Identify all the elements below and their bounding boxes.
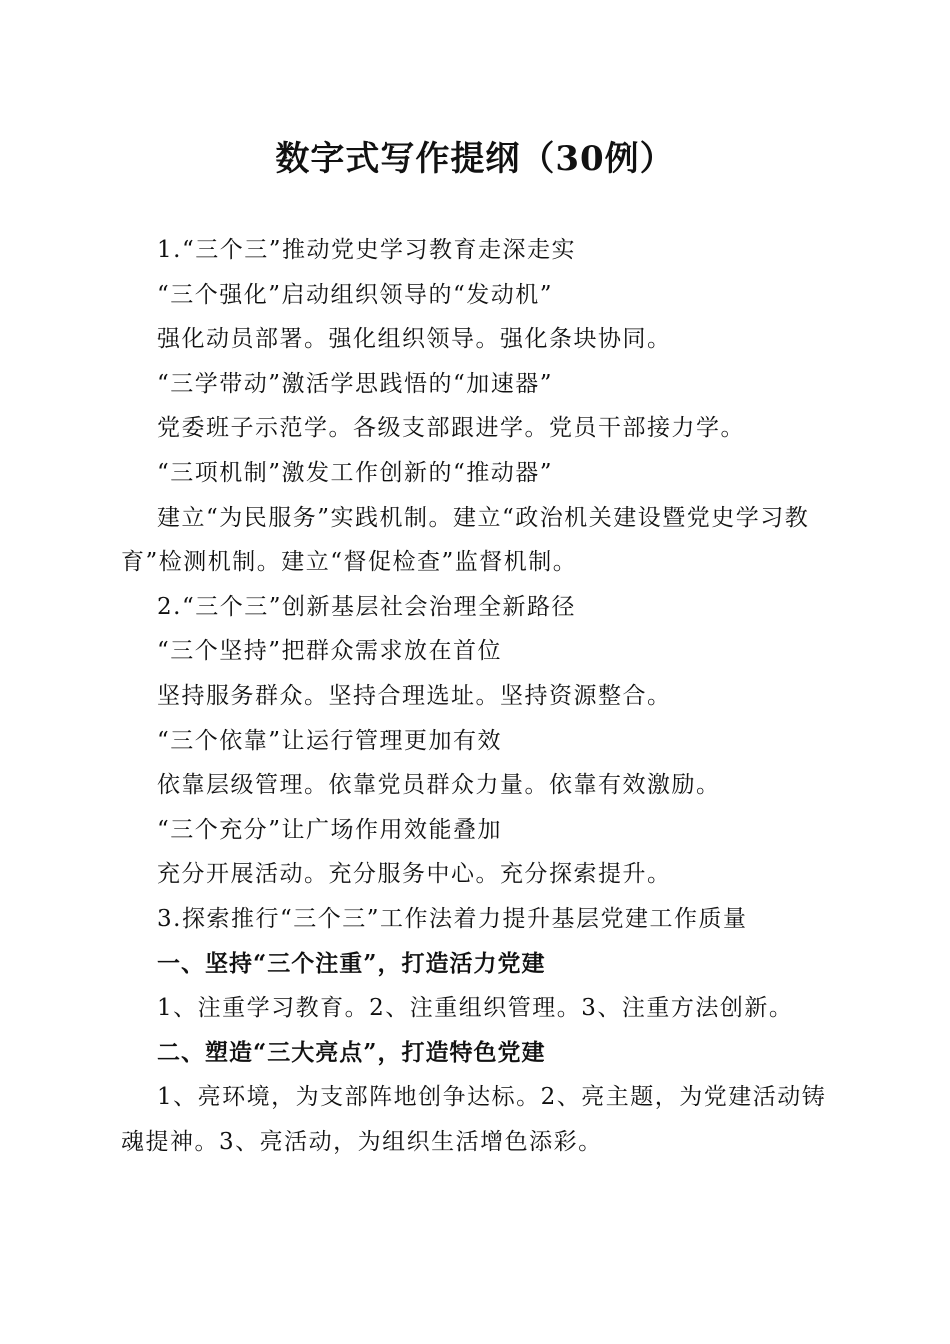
paragraph: 党委班子示范学。各级支部跟进学。党员干部接力学。 xyxy=(157,415,745,442)
paragraph: “三个坚持”把群众需求放在首位 xyxy=(157,638,503,665)
paragraph: 强化动员部署。强化组织领导。强化条块协同。 xyxy=(157,326,672,353)
paragraph: 2.“三个三”创新基层社会治理全新路径 xyxy=(157,593,576,620)
paragraph: “三个强化”启动组织领导的“发动机” xyxy=(157,281,554,308)
paragraph: 1、注重学习教育。2、注重组织管理。3、注重方法创新。 xyxy=(157,995,794,1022)
paragraph: 3.探索推行“三个三”工作法着力提升基层党建工作质量 xyxy=(157,905,748,932)
paragraph: “三项机制”激发工作创新的“推动器” xyxy=(157,459,554,486)
document-body xyxy=(121,228,833,1164)
section-heading: 二、塑造“三大亮点”，打造特色党建 xyxy=(157,1038,546,1066)
paragraph: 依靠层级管理。依靠党员群众力量。依靠有效激励。 xyxy=(157,772,721,799)
paragraph: “三个充分”让广场作用效能叠加 xyxy=(157,816,503,843)
paragraph: “三学带动”激活学思践悟的“加速器” xyxy=(157,370,554,397)
paragraph: 1.“三个三”推动党史学习教育走深走实 xyxy=(157,237,576,263)
document-title: 数字式写作提纲（30例） xyxy=(275,139,675,179)
section-heading: 一、坚持“三个注重”，打造活力党建 xyxy=(157,949,546,977)
paragraph: 1、亮环境，为支部阵地创争达标。2、亮主题，为党建活动铸魂提神。3、亮活动，为组织生活增色添彩。 xyxy=(121,1084,827,1155)
paragraph: 坚持服务群众。坚持合理选址。坚持资源整合。 xyxy=(157,682,672,709)
paragraph: “三个依靠”让运行管理更加有效 xyxy=(157,727,503,754)
paragraph: 充分开展活动。充分服务中心。充分探索提升。 xyxy=(157,861,672,888)
paragraph: 建立“为民服务”实践机制。建立“政治机关建设暨党史学习教育”检测机制。建立“督促检查”监督机制。 xyxy=(121,504,810,576)
